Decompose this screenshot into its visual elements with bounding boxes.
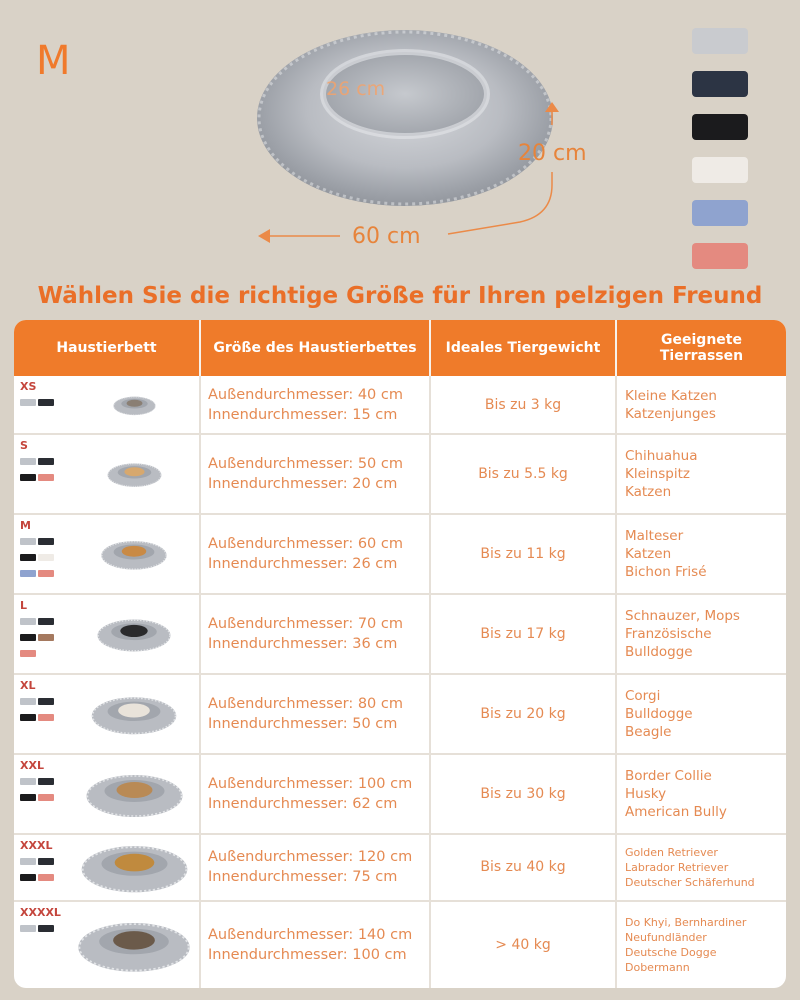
mini-color-swatch — [38, 618, 54, 625]
mini-color-swatch — [20, 554, 36, 561]
available-colors — [20, 398, 60, 414]
breed-item: American Bully — [625, 803, 727, 820]
breed-item: Husky — [625, 785, 667, 802]
breeds-cell — [616, 376, 786, 434]
mini-color-swatch — [38, 538, 54, 545]
table-row — [14, 834, 786, 901]
inner-diameter-text: Innendurchmesser: 50 cm — [208, 716, 398, 733]
bed-size-label: M — [20, 519, 31, 533]
breed-item: Katzen — [625, 546, 672, 563]
breed-item: Deutscher Schäferhund — [625, 875, 755, 889]
mini-color-swatch — [20, 858, 36, 865]
bed-dimensions-cell — [200, 594, 430, 674]
breeds-cell — [616, 901, 786, 988]
mini-color-swatch — [38, 698, 54, 705]
bed-size-label: XXL — [20, 758, 44, 772]
mini-color-swatch — [20, 538, 36, 545]
pet-bed-image — [112, 394, 157, 416]
breeds-cell — [616, 674, 786, 754]
mini-color-swatch — [38, 634, 54, 641]
table-row — [14, 754, 786, 834]
bed-cell — [14, 376, 200, 434]
outer-diameter-text: Außendurchmesser: 140 cm — [208, 926, 413, 943]
bed-size-label: L — [20, 599, 28, 613]
breed-item: Beagle — [625, 724, 672, 741]
mini-color-swatch — [20, 650, 36, 657]
mini-color-swatch — [38, 778, 54, 785]
mini-color-swatch — [20, 925, 36, 932]
header-ideal-weight: Ideales Tiergewicht — [430, 320, 616, 376]
mini-color-swatch — [38, 714, 54, 721]
inner-diameter-text: Innendurchmesser: 20 cm — [208, 476, 398, 493]
bed-dimensions-cell — [200, 674, 430, 754]
color-swatch[interactable] — [692, 243, 748, 269]
outer-diameter-text: Außendurchmesser: 70 cm — [208, 616, 403, 633]
bed-cell — [14, 901, 200, 988]
inner-diameter-text: Innendurchmesser: 26 cm — [208, 556, 398, 573]
mini-color-swatch — [20, 778, 36, 785]
mini-color-swatch — [20, 458, 36, 465]
color-swatch[interactable] — [692, 200, 748, 226]
bed-size-label: S — [20, 439, 28, 453]
mini-color-swatch — [38, 570, 54, 577]
color-swatch[interactable] — [692, 157, 748, 183]
bed-size-label: XL — [20, 679, 36, 693]
table-row — [14, 434, 786, 514]
pet-bed-image — [100, 537, 168, 571]
bed-cell — [14, 434, 200, 514]
outer-diameter-text: Außendurchmesser: 80 cm — [208, 696, 403, 713]
breed-item: Schnauzer, Mops — [625, 608, 740, 625]
breed-item: Bichon Frisé — [625, 564, 707, 581]
bed-cell — [14, 834, 200, 901]
pet-weight-cell: > 40 kg — [430, 901, 616, 988]
breed-item: Chihuahua — [625, 448, 698, 465]
bed-dimensions-cell — [200, 434, 430, 514]
pet-bed-image — [95, 615, 173, 653]
breed-item: Border Collie — [625, 767, 712, 784]
mini-color-swatch — [20, 618, 36, 625]
pet-weight-cell: Bis zu 40 kg — [430, 834, 616, 901]
available-colors — [20, 537, 60, 585]
size-headline: Wählen Sie die richtige Größe für Ihren pelzigen Freund — [37, 283, 763, 309]
bed-dimensions-cell — [200, 754, 430, 834]
breed-item: Malteser — [625, 528, 684, 545]
inner-diameter-text: Innendurchmesser: 62 cm — [208, 795, 398, 812]
breed-item: Corgi — [625, 688, 661, 705]
mini-color-swatch — [38, 474, 54, 481]
bed-cell — [14, 594, 200, 674]
breed-item: Französische — [625, 626, 712, 643]
inner-diameter-text: Innendurchmesser: 36 cm — [208, 636, 398, 653]
pet-weight-cell: Bis zu 3 kg — [430, 376, 616, 434]
breed-item: Kleinspitz — [625, 466, 690, 483]
color-swatch[interactable] — [692, 71, 748, 97]
bed-cell — [14, 514, 200, 594]
pet-weight-cell: Bis zu 17 kg — [430, 594, 616, 674]
breeds-cell — [616, 594, 786, 674]
breeds-cell — [616, 514, 786, 594]
breed-item: Labrador Retriever — [625, 860, 729, 874]
breed-item: Katzen — [625, 484, 672, 501]
mini-color-swatch — [38, 794, 54, 801]
mini-color-swatch — [20, 570, 36, 577]
outer-diameter-text: Außendurchmesser: 100 cm — [208, 775, 413, 792]
inner-diameter-label: 26 cm — [326, 78, 386, 100]
mini-color-swatch — [20, 698, 36, 705]
breed-item: Golden Retriever — [625, 845, 718, 859]
pet-weight-cell: Bis zu 5.5 kg — [430, 434, 616, 514]
pet-weight-cell: Bis zu 20 kg — [430, 674, 616, 754]
mini-color-swatch — [20, 474, 36, 481]
mini-color-swatch — [20, 714, 36, 721]
outer-diameter-text: Außendurchmesser: 60 cm — [208, 536, 403, 553]
bed-dimensions-cell — [200, 834, 430, 901]
bed-size-label: XXXL — [20, 838, 53, 852]
available-colors — [20, 857, 60, 889]
breed-item: Neufundländer — [625, 930, 707, 944]
mini-color-swatch — [38, 399, 54, 406]
bed-cell — [14, 754, 200, 834]
size-label: M — [36, 38, 71, 84]
header-bed-size: Größe des Haustierbettes — [200, 320, 430, 376]
available-colors — [20, 617, 60, 665]
mini-color-swatch — [20, 399, 36, 406]
color-swatches — [692, 28, 748, 286]
available-colors — [20, 924, 60, 940]
pet-bed-image — [89, 692, 179, 736]
breed-item: Bulldogge — [625, 644, 693, 661]
pet-bed-image — [106, 460, 163, 488]
breeds-cell — [616, 834, 786, 901]
breeds-cell — [616, 754, 786, 834]
inner-diameter-text: Innendurchmesser: 75 cm — [208, 869, 398, 886]
bed-size-label: XXXXL — [20, 905, 61, 919]
bed-dimensions-cell — [200, 376, 430, 434]
size-table — [14, 320, 786, 988]
breed-item: Kleine Katzen — [625, 387, 717, 404]
breed-item: Dobermann — [625, 960, 690, 974]
table-row — [14, 376, 786, 434]
outer-diameter-text: Außendurchmesser: 120 cm — [208, 849, 413, 866]
pet-bed-image — [84, 769, 185, 819]
outer-diameter-label: 60 cm — [352, 224, 421, 249]
height-label: 20 cm — [518, 141, 587, 166]
mini-color-swatch — [38, 858, 54, 865]
mini-color-swatch — [20, 874, 36, 881]
color-swatch[interactable] — [692, 114, 748, 140]
mini-color-swatch — [38, 925, 54, 932]
bed-size-label: XS — [20, 380, 37, 393]
breed-item: Do Khyi, Bernhardiner — [625, 915, 747, 929]
table-row — [14, 901, 786, 988]
table-row — [14, 674, 786, 754]
breeds-cell — [616, 434, 786, 514]
header-suitable-breeds: Geeignete Tierrassen — [616, 320, 786, 376]
hero-section — [0, 0, 800, 280]
inner-diameter-text: Innendurchmesser: 15 cm — [208, 406, 398, 423]
pet-weight-cell: Bis zu 30 kg — [430, 754, 616, 834]
bed-dimensions-cell — [200, 901, 430, 988]
breed-item: Bulldogge — [625, 706, 693, 723]
mini-color-swatch — [38, 874, 54, 881]
available-colors — [20, 457, 60, 489]
available-colors — [20, 697, 60, 729]
color-swatch[interactable] — [692, 28, 748, 54]
outer-diameter-text: Außendurchmesser: 40 cm — [208, 386, 403, 403]
mini-color-swatch — [38, 458, 54, 465]
pet-weight-cell: Bis zu 11 kg — [430, 514, 616, 594]
mini-color-swatch — [38, 554, 54, 561]
outer-diameter-text: Außendurchmesser: 50 cm — [208, 456, 403, 473]
breed-item: Katzenjunges — [625, 405, 716, 422]
breed-item: Deutsche Dogge — [625, 945, 717, 959]
mini-color-swatch — [20, 794, 36, 801]
table-row — [14, 514, 786, 594]
bed-cell — [14, 674, 200, 754]
bed-dimensions-cell — [200, 514, 430, 594]
header-pet-bed: Haustierbett — [14, 320, 200, 376]
mini-color-swatch — [20, 634, 36, 641]
inner-diameter-text: Innendurchmesser: 100 cm — [208, 946, 407, 963]
table-header-row — [14, 320, 786, 376]
pet-bed-image — [75, 916, 193, 974]
pet-bed-image — [79, 840, 190, 895]
table-row — [14, 594, 786, 674]
available-colors — [20, 777, 60, 809]
